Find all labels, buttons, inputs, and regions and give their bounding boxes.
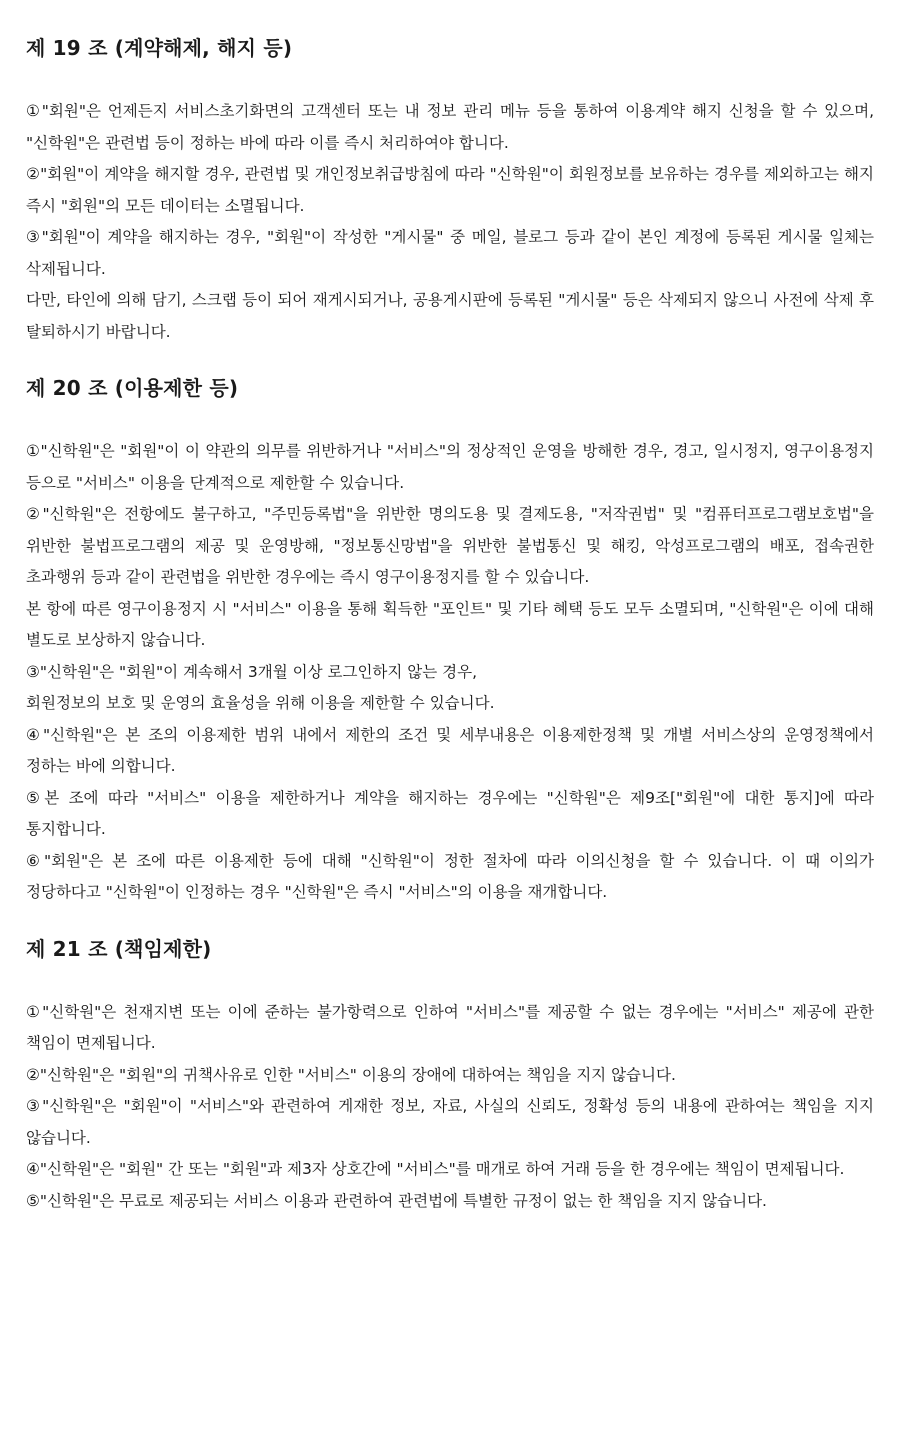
article-paragraph: 본 항에 따른 영구이용정지 시 "서비스" 이용을 통해 획득한 "포인트" 및 기타 혜택 등도 모두 소멸되며, "신학원"은 이에 대해 별도로 보상하지 않습니다. bbox=[26, 599, 874, 649]
article-19 bbox=[26, 32, 874, 348]
article-body bbox=[26, 436, 874, 909]
article-paragraph: ①"신학원"은 천재지변 또는 이에 준하는 불가항력으로 인하여 "서비스"를 제공할 수 없는 경우에는 "서비스" 제공에 관한 책임이 면제됩니다. bbox=[26, 1002, 874, 1052]
article-paragraph: ②"신학원"은 전항에도 불구하고, "주민등록법"을 위반한 명의도용 및 결제도용, "저작권법" 및 "컴퓨터프로그램보호법"을 위반한 불법프로그램의 제공 및 운영방해, "정보통신망법"을 위반한 불법통신 및 해킹, 악성프로그램의 배포, 접속권한 초과행위 등과 같이 관련법을 위반한 경우에는 즉시 영구이용정지를 할 수 있습니다. bbox=[26, 505, 874, 586]
article-paragraph: 다만, 타인에 의해 담기, 스크랩 등이 되어 재게시되거나, 공용게시판에 등록된 "게시물" 등은 삭제되지 않으니 사전에 삭제 후 탈퇴하시기 바랍니다. bbox=[26, 291, 874, 341]
article-paragraph: ⑤"신학원"은 무료로 제공되는 서비스 이용과 관련하여 관련법에 특별한 규정이 없는 한 책임을 지지 않습니다. bbox=[26, 1191, 767, 1210]
article-paragraph: ③"신학원"은 "회원"이 계속해서 3개월 이상 로그인하지 않는 경우, bbox=[26, 662, 478, 681]
article-body bbox=[26, 997, 874, 1218]
article-paragraph: ②"신학원"은 "회원"의 귀책사유로 인한 "서비스" 이용의 장애에 대하여는 책임을 지지 않습니다. bbox=[26, 1065, 676, 1084]
article-paragraph: ⑥"회원"은 본 조에 따른 이용제한 등에 대해 "신학원"이 정한 절차에 따라 이의신청을 할 수 있습니다. 이 때 이의가 정당하다고 "신학원"이 인정하는 경우 "신학원"은 즉시 "서비스"의 이용을 재개합니다. bbox=[26, 851, 874, 901]
article-paragraph: ②"회원"이 계약을 해지할 경우, 관련법 및 개인정보취급방침에 따라 "신학원"이 회원정보를 보유하는 경우를 제외하고는 해지 즉시 "회원"의 모든 데이터는 소멸됩니다. bbox=[26, 165, 874, 215]
article-title: 제 21 조 (책임제한) bbox=[26, 936, 212, 961]
article-title: 제 19 조 (계약해제, 해지 등) bbox=[26, 36, 293, 60]
article-21 bbox=[26, 933, 874, 1218]
article-paragraph: ①"신학원"은 "회원"이 이 약관의 의무를 위반하거나 "서비스"의 정상적인 운영을 방해한 경우, 경고, 일시정지, 영구이용정지 등으로 "서비스" 이용을 단계적으로 제한할 수 있습니다. bbox=[26, 442, 874, 492]
article-paragraph: ④"신학원"은 "회원" 간 또는 "회원"과 제3자 상호간에 "서비스"를 매개로 하여 거래 등을 한 경우에는 책임이 면제됩니다. bbox=[26, 1160, 845, 1178]
article-paragraph: 회원정보의 보호 및 운영의 효율성을 위해 이용을 제한할 수 있습니다. bbox=[26, 694, 495, 712]
article-paragraph: ③"신학원"은 "회원"이 "서비스"와 관련하여 게재한 정보, 자료, 사실의 신뢰도, 정확성 등의 내용에 관하여는 책임을 지지 않습니다. bbox=[26, 1097, 874, 1147]
article-paragraph: ③"회원"이 계약을 해지하는 경우, "회원"이 작성한 "게시물" 중 메일, 블로그 등과 같이 본인 계정에 등록된 게시물 일체는 삭제됩니다. bbox=[26, 228, 874, 278]
article-title: 제 20 조 (이용제한 등) bbox=[26, 376, 239, 400]
article-body bbox=[26, 96, 874, 348]
article-20 bbox=[26, 372, 874, 909]
article-paragraph: ①"회원"은 언제든지 서비스초기화면의 고객센터 또는 내 정보 관리 메뉴 등을 통하여 이용계약 해지 신청을 할 수 있으며, "신학원"은 관련법 등이 정하는 바에 따라 이를 즉시 처리하여야 합니다. bbox=[26, 102, 874, 152]
article-paragraph: ⑤본 조에 따라 "서비스" 이용을 제한하거나 계약을 해지하는 경우에는 "신학원"은 제9조["회원"에 대한 통지]에 따라 통지합니다. bbox=[26, 788, 874, 838]
article-paragraph: ④"신학원"은 본 조의 이용제한 범위 내에서 제한의 조건 및 세부내용은 이용제한정책 및 개별 서비스상의 운영정책에서 정하는 바에 의합니다. bbox=[26, 725, 874, 775]
